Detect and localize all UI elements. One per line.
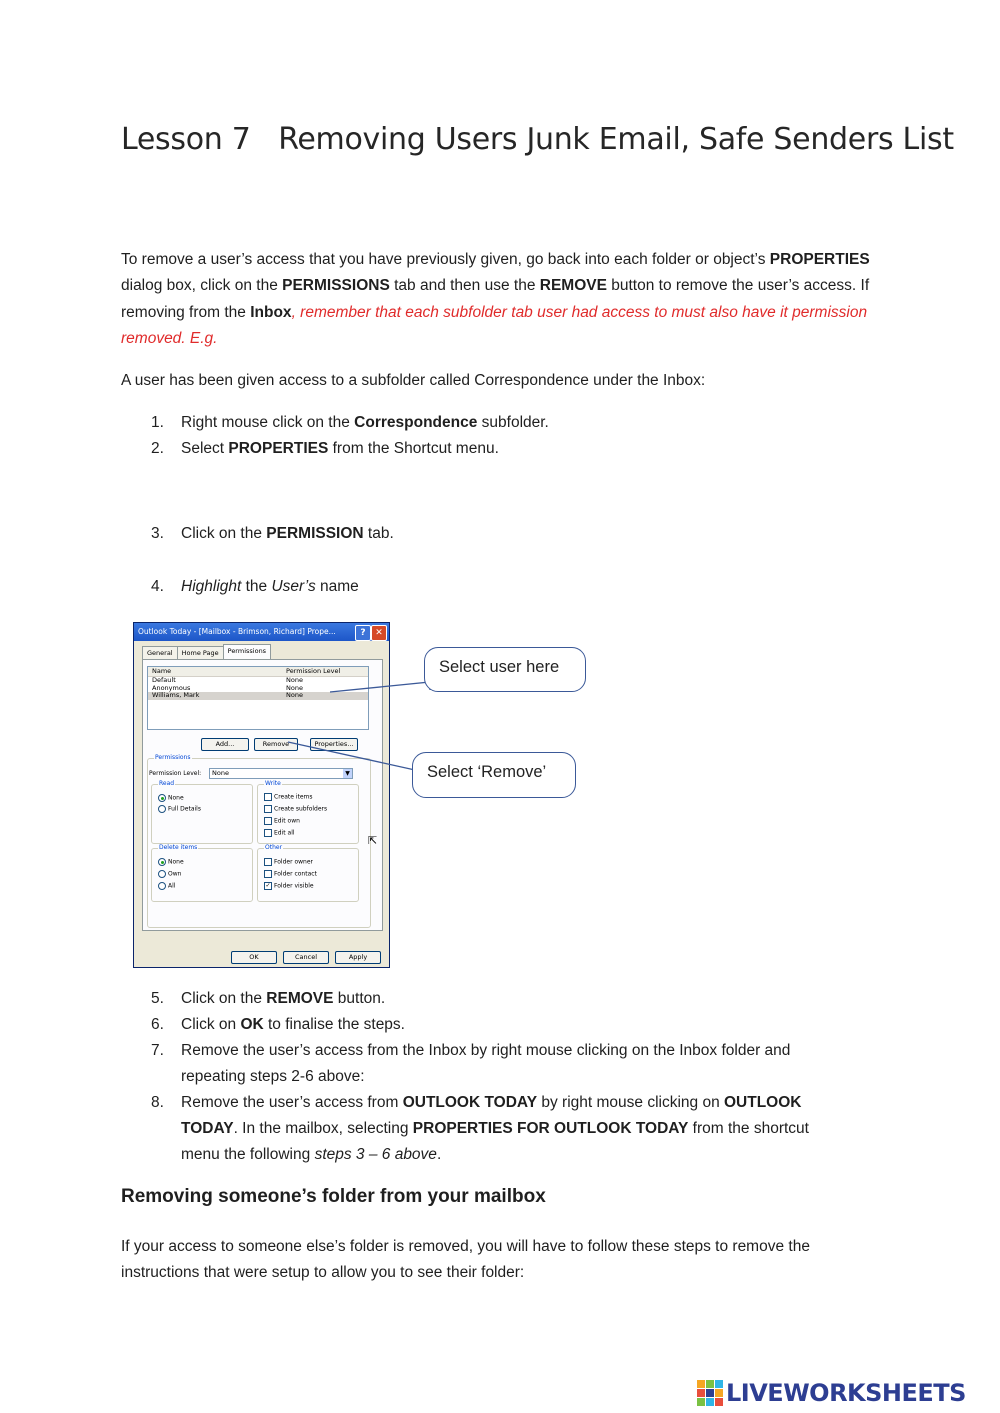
tab-general[interactable]: General xyxy=(142,646,178,659)
step-2 xyxy=(151,436,851,462)
step-8 xyxy=(151,1090,851,1168)
step-7 xyxy=(151,1038,851,1090)
step-text: by right mouse clicking on xyxy=(537,1094,724,1111)
intro-text-4: button to remove the user’s access. If removing from the xyxy=(121,277,870,321)
step-text: subfolder. xyxy=(477,414,549,431)
step-text: button. xyxy=(333,990,386,1007)
intro-bold-inbox: Inbox xyxy=(250,303,292,321)
other-option-folder-contact[interactable] xyxy=(264,870,317,878)
step-text: tab. xyxy=(363,525,394,542)
user-level: None xyxy=(286,676,303,684)
radio-icon[interactable] xyxy=(158,870,166,878)
intro-text-3: tab and then use the xyxy=(389,277,540,295)
step-number: 3. xyxy=(151,525,164,542)
step-number: 8. xyxy=(151,1094,164,1111)
option-label: Create subfolders xyxy=(274,805,328,813)
option-label: Folder visible xyxy=(274,882,314,890)
checkbox-icon[interactable] xyxy=(264,870,272,878)
intro-text-1: To remove a user’s access that you have previously given, go back into each folder or object’s xyxy=(121,251,770,268)
step-text: Click on the xyxy=(181,525,267,542)
write-option-edit-own[interactable] xyxy=(264,817,300,825)
write-legend: Write xyxy=(265,780,281,787)
write-option-create-items[interactable] xyxy=(264,793,313,801)
mouse-cursor-icon: ⇱ xyxy=(368,834,378,847)
read-group xyxy=(151,780,253,844)
other-option-folder-owner[interactable] xyxy=(264,858,313,866)
logo-mark-icon xyxy=(697,1380,723,1406)
step-1 xyxy=(151,410,851,436)
option-label: Edit all xyxy=(274,829,295,837)
dialog-title-bar xyxy=(134,623,389,641)
step-text: Right mouse click on the xyxy=(181,414,355,431)
step-text: from the shortcut menu the following xyxy=(181,1120,809,1163)
close-icon[interactable]: ✕ xyxy=(371,625,387,641)
step-number: 4. xyxy=(151,578,164,595)
step-bold: PROPERTIES xyxy=(228,440,329,457)
user-name: Williams, Mark xyxy=(152,691,200,699)
option-label: Edit own xyxy=(274,817,300,825)
checkbox-icon[interactable] xyxy=(264,805,272,813)
intro-bold-properties: PROPERTIES xyxy=(769,251,870,268)
properties-button[interactable]: Properties... xyxy=(310,738,358,751)
option-label: None xyxy=(168,858,184,866)
permission-level-label: Permission Level: xyxy=(149,770,202,777)
option-label: None xyxy=(168,794,184,802)
step-text: the xyxy=(241,578,272,595)
checkbox-icon[interactable] xyxy=(264,793,272,801)
step-italic: User’s xyxy=(271,578,316,595)
option-label: Full Details xyxy=(168,805,201,813)
closing-paragraph: If your access to someone else’s folder is removed, you will have to follow these steps to remove the instructions that were setup to allow you to see their folder: xyxy=(121,1238,810,1282)
callout-select-user: Select user here xyxy=(424,647,586,692)
user-name: Anonymous xyxy=(152,683,191,692)
user-row-selected[interactable] xyxy=(148,692,368,700)
delete-option-none[interactable] xyxy=(158,858,184,866)
dialog-tabs xyxy=(142,646,270,659)
help-icon[interactable]: ? xyxy=(355,625,371,641)
delete-option-own[interactable] xyxy=(158,870,181,878)
write-option-create-subfolders[interactable] xyxy=(264,805,327,813)
tab-permissions[interactable]: Permissions xyxy=(223,644,271,659)
option-label: Create items xyxy=(274,793,313,801)
option-label: Own xyxy=(168,870,182,878)
apply-button[interactable]: Apply xyxy=(335,951,381,964)
permissions-dialog-screenshot xyxy=(133,622,390,968)
write-option-edit-all[interactable] xyxy=(264,829,295,837)
step-text: Click on the xyxy=(181,990,267,1007)
radio-icon[interactable] xyxy=(158,805,166,813)
step-number: 2. xyxy=(151,440,164,457)
col-level-header[interactable]: Permission Level xyxy=(286,667,341,675)
logo-text: LIVEWORKSHEETS xyxy=(726,1379,966,1407)
user-list-header xyxy=(148,667,368,677)
step-text: to finalise the steps. xyxy=(263,1016,405,1033)
delete-legend: Delete items xyxy=(159,844,198,851)
option-label: Folder contact xyxy=(274,870,317,878)
read-option-none[interactable] xyxy=(158,794,184,802)
step-bold: OUTLOOK TODAY xyxy=(402,1094,538,1111)
permissions-legend: Permissions xyxy=(155,754,191,761)
intro-text-2: dialog box, click on the xyxy=(121,277,283,295)
user-list[interactable] xyxy=(147,666,369,730)
checkbox-icon[interactable] xyxy=(264,858,272,866)
step-text: from the Shortcut menu. xyxy=(328,440,499,457)
user-name: Default xyxy=(152,676,176,684)
step-bold: Correspondence xyxy=(354,414,478,431)
step-bold: OK xyxy=(240,1016,264,1033)
step-number: 6. xyxy=(151,1016,164,1033)
checkbox-icon[interactable] xyxy=(264,829,272,837)
step-text: Click on xyxy=(181,1016,241,1033)
step-text: Remove the user’s access from the Inbox by right mouse clicking on the Inbox folder and repeating steps 2-6 above: xyxy=(181,1042,791,1085)
radio-selected-icon[interactable] xyxy=(158,794,166,802)
step-bold: REMOVE xyxy=(266,990,334,1007)
step-bold: PERMISSION xyxy=(266,525,364,542)
callout-select-remove: Select ‘Remove’ xyxy=(412,752,576,798)
add-button[interactable]: Add... xyxy=(201,738,249,751)
remove-button[interactable]: Remove xyxy=(254,738,298,751)
step-3 xyxy=(151,521,851,547)
intro-bold-permissions: PERMISSIONS xyxy=(282,277,390,295)
col-name-header[interactable]: Name xyxy=(152,667,172,675)
cancel-button[interactable]: Cancel xyxy=(283,951,329,964)
step-6 xyxy=(151,1012,851,1038)
other-legend: Other xyxy=(265,844,283,851)
section-heading: Removing someone’s folder from your mailbox xyxy=(121,1186,546,1207)
write-group xyxy=(257,780,359,844)
other-option-folder-visible[interactable] xyxy=(264,882,314,890)
step-bold: PROPERTIES FOR OUTLOOK TODAY xyxy=(412,1120,689,1137)
page-title: Lesson 7 Removing Users Junk Email, Safe Senders List xyxy=(121,122,954,157)
checkbox-checked-icon[interactable]: ✓ xyxy=(265,882,271,889)
intro-paragraph xyxy=(121,247,886,352)
delete-option-all[interactable] xyxy=(158,882,175,890)
step-text: name xyxy=(315,578,359,595)
step-text: . xyxy=(436,1146,442,1163)
liveworksheets-logo xyxy=(697,1378,966,1408)
step-number: 7. xyxy=(151,1042,164,1059)
read-option-full-details[interactable] xyxy=(158,805,201,813)
tab-home-page[interactable]: Home Page xyxy=(177,646,224,659)
user-level: None xyxy=(286,683,303,692)
radio-selected-icon[interactable] xyxy=(158,858,166,866)
subfolder-intro: A user has been given access to a subfolder called Correspondence under the Inbox: xyxy=(121,372,706,389)
step-text: . In the mailbox, selecting xyxy=(233,1120,413,1137)
step-bold: OUTLOOK TODAY xyxy=(181,1094,802,1137)
read-legend: Read xyxy=(159,780,175,787)
intro-red-note: , remember that each subfolder tab user had access to must also have it permission removed. E.g. xyxy=(121,303,868,347)
step-italic: steps 3 – 6 above xyxy=(314,1146,437,1163)
step-4 xyxy=(151,574,851,600)
step-number: 5. xyxy=(151,990,164,1007)
option-label: All xyxy=(168,882,176,890)
step-text: Remove the user’s access from xyxy=(181,1094,403,1111)
dialog-title: Outlook Today - [Mailbox - Brimson, Richard] Prope... xyxy=(138,627,336,636)
chevron-down-icon[interactable]: ▼ xyxy=(343,769,352,778)
step-number: 1. xyxy=(151,414,164,431)
step-italic: Highlight xyxy=(181,578,242,595)
step-5 xyxy=(151,986,851,1012)
radio-icon[interactable] xyxy=(158,882,166,890)
permission-level-select[interactable] xyxy=(209,768,353,779)
ok-button[interactable]: OK xyxy=(231,951,277,964)
other-group xyxy=(257,844,359,902)
delete-items-group xyxy=(151,844,253,902)
user-level: None xyxy=(286,691,303,699)
intro-bold-remove: REMOVE xyxy=(539,277,607,295)
checkbox-icon[interactable] xyxy=(264,817,272,825)
permissions-panel xyxy=(142,659,383,931)
step-text: Select xyxy=(181,440,229,457)
permission-level-value: None xyxy=(212,769,229,777)
option-label: Folder owner xyxy=(274,858,313,866)
